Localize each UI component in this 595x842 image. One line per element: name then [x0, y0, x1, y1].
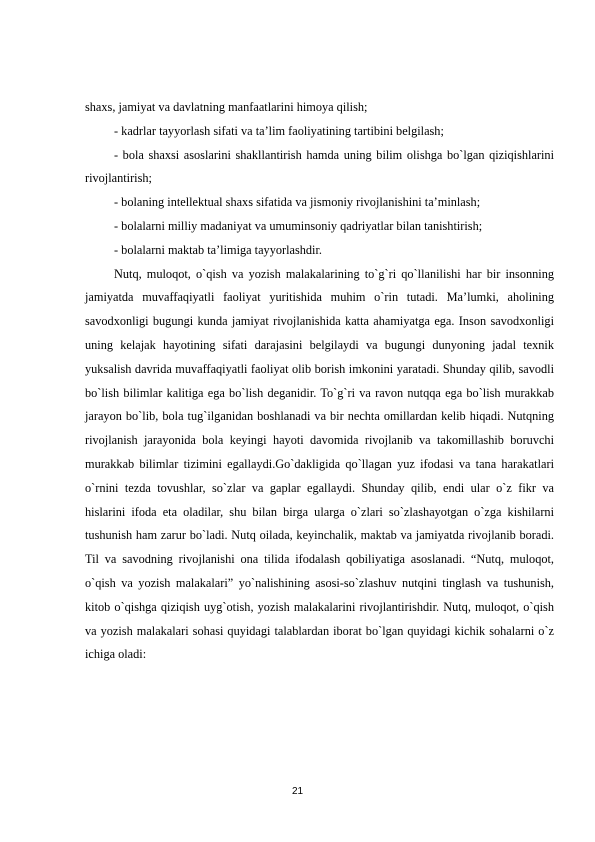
paragraph-intro-line: shaxs, jamiyat va davlatning manfaatlarini himoya qilish; — [85, 100, 368, 114]
list-item-milliy-madaniyat: - bolalarni milliy madaniyat va umuminsoniy qadriyatlar bilan tanishtirish; — [114, 218, 483, 233]
page-number: 21 — [291, 786, 304, 797]
list-item-kadrlar: - kadrlar tayyorlash sifati va ta’lim faoliyatining tartibini belgilash; — [114, 123, 444, 138]
list-item-bola-shaxsi: - bola shaxsi asoslarini shakllantirish hamda uning bilim olishga bo`lgan qiziqishlarini rivojlantirish; — [85, 147, 554, 186]
list-item-intellektual: - bolaning intellektual shaxs sifatida va jismoniy rivojlanishini ta’minlash; — [114, 195, 481, 210]
list-item-maktab-talimi: - bolalarni maktab ta’limiga tayyorlashdir. — [114, 242, 322, 257]
document-body — [85, 96, 554, 667]
paragraph-nutq-muloqot: Nutq, muloqot, o`qish va yozish malakalarining to`g`ri qo`llanilishi har bir insonning jamiyatda muvaffaqiyatli faoliyat yuritishida muhim o`rin tutadi. Ma’lumki, aholining savodxonligi bugungi kunda jamiyat rivojlanishida katta ahamiyatga ega. Inson savodxonligi uning kelajak hayotining sifati darajasini belgilaydi va bugungi dunyoning jadal texnik yuksalish davrida muvaffaqiyatli faoliyat olib borish imkonini yaratadi. Shunday qilib, savodli bo`lish bilimlar kalitiga ega bo`lish deganidir. To`g`ri va ravon nutqqa ega bo`lish murakkab jarayon bo`lib, bola tug`ilganidan boshlanadi va bir nechta omillardan kelib hiqadi. Nutqning rivojlanish jarayonida bola keyingi hayoti davomida rivojlanib va takomillashib boruvchi murakkab bilimlar tizimini egallaydi.Go`dakligida qo`llagan yuz ifodasi va tana harakatlari o`rnini tezda tovushlar, so`zlar va gaplar egallaydi. Shunday qilib, endi ular o`z fikr va hislarini ifoda eta oladilar, shu bilan birga ularga o`zlari so`zlashayotgan o`zga kishilarni tushunish ham zarur bo`ladi. Nutq oilada, keyinchalik, maktab va jamiyatda rivojlanib boradi. Til va savodning rivojlanishi ona tilida ifodalash qobiliyatiga asoslanadi. “Nutq, muloqot, o`qish va yozish malakalari” yo`nalishining asosi-so`zlashuv nutqini tinglash va tushunish, kitob o`qishga qiziqish uyg`otish, yozish malakalarini rivojlantirishdir. Nutq, muloqot, o`qish va yozish malakalari sohasi quyidagi talablardan iborat bo`lgan quyidagi kichik sohalarni o`z ichiga oladi: — [85, 266, 554, 662]
